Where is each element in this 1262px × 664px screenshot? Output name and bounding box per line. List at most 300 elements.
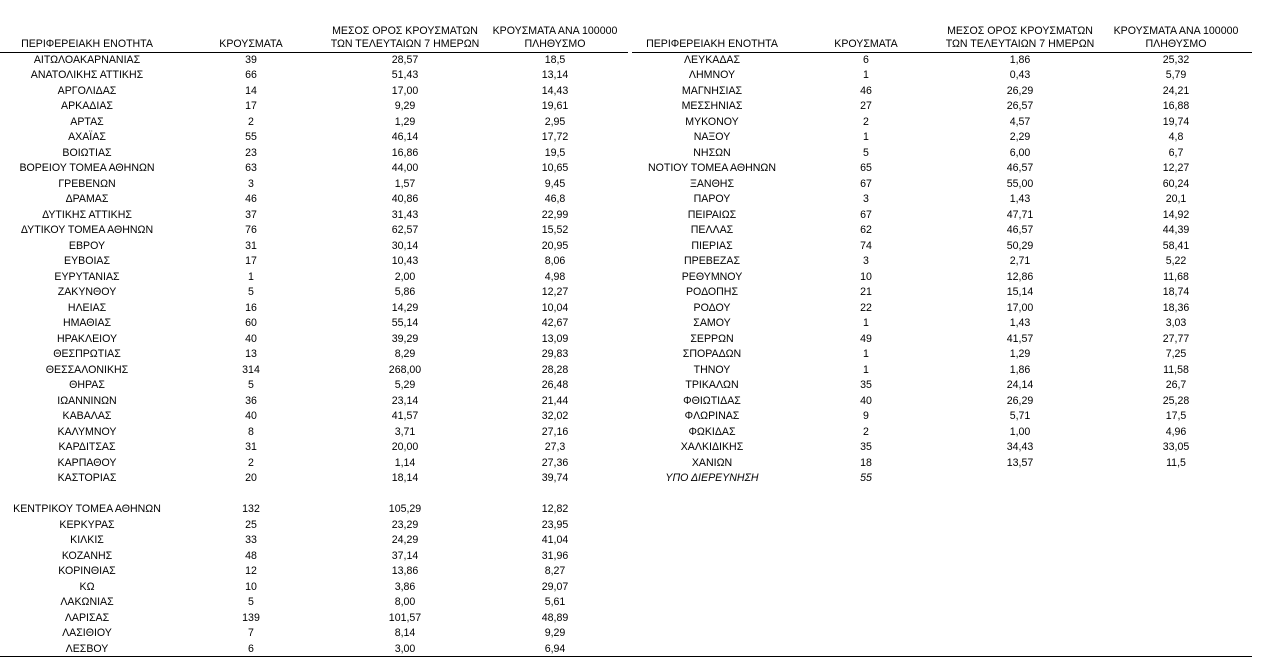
cell-avg7: 40,86 [391, 193, 419, 205]
cell-cases: 6 [863, 53, 869, 66]
cell-per100k: 18,74 [1162, 286, 1190, 298]
table-row [0, 456, 628, 472]
header-cases: ΚΡΟΥΣΜΑΤΑ [174, 0, 328, 52]
table-row [632, 223, 1252, 239]
cell-cases: 37 [245, 208, 257, 221]
table-row [0, 161, 628, 177]
cell-avg7: 101,57 [388, 611, 422, 624]
cell-avg7: 12,86 [1006, 270, 1034, 283]
cell-avg7: 46,57 [1006, 224, 1034, 236]
cell-per100k: 18,5 [544, 53, 566, 66]
cell-avg7: 1,43 [1009, 317, 1031, 329]
cell-avg7: 8,00 [394, 596, 416, 608]
cell-avg7: 44,00 [391, 162, 419, 174]
cell-per100k: 6,94 [544, 642, 566, 655]
cell-region: ΖΑΚΥΝΘΟΥ [57, 286, 117, 298]
cell-avg7: 1,29 [394, 115, 416, 128]
cell-region: ΠΑΡΟΥ [693, 193, 731, 205]
cell-region: ΛΕΣΒΟΥ [65, 642, 109, 655]
cell-per100k: 4,8 [1168, 131, 1184, 143]
table-row [632, 239, 1252, 255]
cell-region: ΛΑΚΩΝΙΑΣ [60, 596, 114, 608]
cell-per100k: 26,48 [541, 379, 569, 391]
table-row [632, 363, 1252, 379]
header-avg7-line1: ΜΕΣΟΣ ΟΡΟΣ ΚΡΟΥΣΜΑΤΩΝ [947, 24, 1093, 37]
cell-per100k: 27,3 [544, 441, 566, 453]
cell-cases: 63 [245, 162, 257, 174]
table-row [0, 208, 628, 224]
cell-cases: 6 [248, 642, 254, 655]
cell-region: ΔΥΤΙΚΗΣ ΑΤΤΙΚΗΣ [42, 208, 132, 221]
table-row [632, 146, 1252, 162]
cell-cases: 46 [245, 193, 257, 205]
cell-per100k: 8,06 [544, 255, 566, 267]
table-row [0, 192, 628, 208]
table-row [0, 642, 628, 658]
cell-per100k: 31,96 [541, 549, 569, 562]
table-row [632, 254, 1252, 270]
cell-region: ΚΩ [79, 580, 95, 593]
table-row [632, 332, 1252, 348]
cell-region: ΓΡΕΒΕΝΩΝ [58, 177, 116, 190]
cell-region: ΜΑΓΝΗΣΙΑΣ [681, 84, 743, 97]
cell-cases: 2 [863, 425, 869, 438]
cell-per100k: 14,92 [1162, 208, 1190, 221]
cell-region: ΝΗΣΩΝ [693, 146, 731, 159]
cell-per100k: 12,27 [1162, 162, 1190, 174]
cell-avg7: 46,14 [391, 131, 419, 143]
cell-cases: 5 [248, 286, 254, 298]
cell-avg7: 28,57 [391, 53, 419, 66]
cell-region: ΕΒΡΟΥ [68, 239, 106, 252]
cell-cases: 9 [863, 410, 869, 422]
cell-avg7: 1,43 [1009, 193, 1031, 205]
cell-region: ΗΜΑΘΙΑΣ [62, 317, 112, 329]
cell-avg7: 8,29 [394, 348, 416, 360]
cell-region: ΑΧΑΪΑΣ [68, 131, 106, 143]
header-per100k [1100, 0, 1252, 52]
cell-cases: 74 [860, 239, 872, 252]
table-row [0, 316, 628, 332]
cell-region: ΚΑΣΤΟΡΙΑΣ [57, 472, 117, 484]
cell-cases: 2 [863, 115, 869, 128]
cell-per100k: 25,32 [1162, 53, 1190, 66]
table-row [0, 99, 628, 115]
cell-region: ΚΟΖΑΝΗΣ [61, 549, 113, 562]
cell-cases: 31 [245, 441, 257, 453]
cell-avg7: 55,14 [391, 317, 419, 329]
header-avg7 [940, 0, 1100, 52]
cell-per100k: 46,8 [544, 193, 566, 205]
cell-avg7: 55,00 [1006, 177, 1034, 190]
header-avg7 [328, 0, 482, 52]
cell-region: ΡΕΘΥΜΝΟΥ [681, 270, 743, 283]
cell-region: ΔΡΑΜΑΣ [65, 193, 109, 205]
cell-per100k: 29,83 [541, 348, 569, 360]
right-cases-table [632, 0, 1252, 487]
cell-avg7: 23,14 [391, 394, 419, 407]
table-row [0, 363, 628, 379]
cell-per100k: 28,28 [541, 363, 569, 376]
cell-avg7: 1,29 [1009, 348, 1031, 360]
cell-avg7: 14,29 [391, 301, 419, 314]
cell-avg7: 105,29 [388, 503, 422, 515]
table-row [0, 84, 628, 100]
cell-region: ΔΥΤΙΚΟΥ ΤΟΜΕΑ ΑΘΗΝΩΝ [20, 224, 154, 236]
cell-per100k: 60,24 [1162, 177, 1190, 190]
cell-cases: 12 [245, 565, 257, 577]
cell-cases: 10 [245, 580, 257, 593]
table-row [632, 192, 1252, 208]
cell-avg7: 24,14 [1006, 379, 1034, 391]
cell-cases: 35 [860, 379, 872, 391]
cell-region: ΠΙΕΡΙΑΣ [691, 239, 733, 252]
cell-per100k: 20,95 [541, 239, 569, 252]
cell-region: ΠΕΛΛΑΣ [690, 224, 734, 236]
cell-per100k: 9,45 [544, 177, 566, 190]
cell-cases: 1 [863, 317, 869, 329]
cell-cases: 3 [863, 193, 869, 205]
table-row [0, 68, 628, 84]
cell-per100k: 10,65 [541, 162, 569, 174]
table-row [632, 115, 1252, 131]
table-row [0, 332, 628, 348]
cell-region: ΕΥΒΟΙΑΣ [64, 255, 110, 267]
header-avg7-line2: ΤΩΝ ΤΕΛΕΥΤΑΙΩΝ 7 ΗΜΕΡΩΝ [945, 37, 1095, 50]
table-row [0, 611, 628, 627]
cell-avg7: 39,29 [391, 332, 419, 345]
cell-per100k: 6,7 [1168, 146, 1184, 159]
cell-avg7: 16,86 [391, 146, 419, 159]
cell-cases: 76 [245, 224, 257, 236]
cell-cases: 5 [863, 146, 869, 159]
table-row [0, 223, 628, 239]
cell-cases: 67 [860, 208, 872, 221]
cell-per100k: 15,52 [541, 224, 569, 236]
cell-per100k: 17,72 [541, 131, 569, 143]
cell-cases: 46 [860, 84, 872, 97]
cell-region: ΧΑΝΙΩΝ [691, 456, 733, 469]
cell-avg7: 17,00 [1006, 301, 1034, 314]
cell-per100k: 32,02 [541, 410, 569, 422]
cell-region: ΘΕΣΠΡΩΤΙΑΣ [53, 348, 121, 360]
cell-avg7: 1,14 [394, 456, 416, 469]
cell-per100k: 13,14 [541, 69, 569, 81]
cell-region: ΦΛΩΡΙΝΑΣ [684, 410, 740, 422]
cell-cases: 1 [863, 131, 869, 143]
table-row [0, 440, 628, 456]
table-row [632, 347, 1252, 363]
header-per100k-line2: ΠΛΗΘΥΣΜΟ [524, 37, 586, 50]
cell-cases: 3 [863, 255, 869, 267]
table-row [632, 161, 1252, 177]
header-per100k-line2: ΠΛΗΘΥΣΜΟ [1145, 37, 1207, 50]
cell-cases: 33 [245, 534, 257, 546]
table-row [632, 52, 1252, 68]
cell-cases: 17 [245, 100, 257, 112]
cell-avg7: 62,57 [391, 224, 419, 236]
cell-avg7: 10,43 [391, 255, 419, 267]
cell-region: ΝΑΞΟΥ [693, 131, 731, 143]
header-cases: ΚΡΟΥΣΜΑΤΑ [792, 0, 940, 52]
cell-per100k: 11,68 [1163, 270, 1189, 283]
cell-per100k: 39,74 [541, 472, 569, 484]
cell-region: ΒΟΡΕΙΟΥ ΤΟΜΕΑ ΑΘΗΝΩΝ [19, 162, 155, 174]
table-row [0, 52, 628, 68]
cell-region: ΑΙΤΩΛΟΑΚΑΡΝΑΝΙΑΣ [33, 53, 141, 66]
cell-per100k: 48,89 [541, 611, 569, 624]
cell-per100k: 7,25 [1165, 348, 1187, 360]
cell-per100k [1100, 471, 1252, 487]
cell-region: ΛΕΥΚΑΔΑΣ [683, 53, 741, 66]
cell-avg7: 37,14 [391, 549, 419, 562]
table-row [632, 425, 1252, 441]
cell-per100k: 12,82 [541, 503, 569, 515]
cell-cases: 36 [245, 394, 257, 407]
cell-cases: 2 [248, 115, 254, 128]
table-row [0, 626, 628, 642]
cell-region: ΑΡΤΑΣ [70, 115, 104, 128]
cell-region: ΚΑΡΠΑΘΟΥ [57, 456, 117, 469]
cell-avg7: 4,57 [1009, 115, 1031, 128]
table-row [0, 394, 628, 410]
cell-per100k: 8,27 [544, 565, 566, 577]
cell-per100k: 29,07 [541, 580, 569, 593]
table-row [632, 316, 1252, 332]
cell-avg7: 5,29 [394, 379, 416, 391]
table-row [632, 130, 1252, 146]
cell-per100k: 27,16 [541, 425, 569, 438]
cell-avg7: 5,71 [1009, 410, 1031, 422]
cell-per100k: 33,05 [1162, 441, 1190, 453]
table-row [0, 595, 628, 611]
cell-per100k: 9,29 [544, 627, 566, 639]
cell-cases: 55 [245, 131, 257, 143]
cell-region: ΣΕΡΡΩΝ [690, 332, 734, 345]
cell-cases: 60 [245, 317, 257, 329]
cell-cases: 314 [242, 363, 260, 376]
right-table-body [632, 52, 1252, 487]
cell-per100k: 21,44 [541, 394, 569, 407]
cell-per100k: 19,5 [544, 146, 566, 159]
cell-cases: 35 [860, 441, 872, 453]
cell-per100k: 14,43 [541, 84, 569, 97]
table-row [632, 456, 1252, 472]
table-row [632, 177, 1252, 193]
cell-region: ΞΑΝΘΗΣ [689, 177, 735, 190]
cell-cases: 62 [860, 224, 872, 236]
cell-cases: 66 [245, 69, 257, 81]
table-row [632, 301, 1252, 317]
cell-avg7: 2,71 [1009, 255, 1031, 267]
cell-region: ΣΠΟΡΑΔΩΝ [682, 348, 742, 360]
cell-per100k: 3,03 [1165, 317, 1187, 329]
cell-region: ΣΑΜΟΥ [693, 317, 731, 329]
cell-avg7: 31,43 [391, 208, 419, 221]
table-row [0, 270, 628, 286]
table-row [0, 564, 628, 580]
table-row [632, 99, 1252, 115]
cell-cases: 16 [245, 301, 257, 314]
cell-avg7: 41,57 [1006, 332, 1034, 345]
cell-region: ΡΟΔΟΥ [693, 301, 731, 314]
cell-region: ΛΑΣΙΘΙΟΥ [62, 627, 112, 639]
cell-per100k: 26,7 [1165, 379, 1187, 391]
cell-per100k: 20,1 [1165, 193, 1187, 205]
cell-region: ΙΩΑΝΝΙΝΩΝ [57, 394, 117, 407]
cell-avg7: 17,00 [391, 84, 419, 97]
cell-per100k: 13,09 [541, 332, 569, 345]
cell-per100k: 4,96 [1165, 425, 1187, 438]
cell-region: ΚΕΝΤΡΙΚΟΥ ΤΟΜΕΑ ΑΘΗΝΩΝ [13, 503, 161, 515]
cell-region: ΚΑΒΑΛΑΣ [62, 410, 112, 422]
cell-cases: 1 [248, 270, 254, 283]
cell-cases: 10 [860, 270, 872, 283]
cell-per100k: 17,5 [1165, 410, 1187, 422]
cell-avg7: 18,14 [391, 472, 419, 484]
cell-avg7: 23,29 [391, 518, 419, 531]
cell-cases: 13 [245, 348, 257, 360]
cell-avg7: 5,86 [394, 286, 416, 298]
cell-per100k: 10,04 [541, 301, 569, 314]
cell-per100k: 2,95 [544, 115, 566, 128]
table-row [0, 502, 628, 518]
cell-region: ΝΟΤΙΟΥ ΤΟΜΕΑ ΑΘΗΝΩΝ [647, 162, 777, 174]
cell-per100k: 44,39 [1162, 224, 1190, 236]
cell-cases: 139 [242, 611, 260, 624]
table-row [632, 68, 1252, 84]
cell-cases: 8 [248, 425, 254, 438]
cell-cases: 2 [248, 456, 254, 469]
cell-region: ΦΘΙΩΤΙΔΑΣ [683, 394, 741, 407]
table-row [0, 347, 628, 363]
cell-avg7: 268,00 [388, 363, 422, 376]
cell-avg7: 20,00 [391, 441, 419, 453]
cell-region: ΦΩΚΙΔΑΣ [688, 425, 736, 438]
cell-region: ΧΑΛΚΙΔΙΚΗΣ [680, 441, 744, 453]
cell-region: ΒΟΙΩΤΙΑΣ [62, 146, 112, 159]
cell-per100k: 25,28 [1162, 394, 1190, 407]
cell-per100k: 22,99 [541, 208, 569, 221]
cell-per100k: 23,95 [541, 518, 569, 531]
header-avg7-line1: ΜΕΣΟΣ ΟΡΟΣ ΚΡΟΥΣΜΑΤΩΝ [332, 24, 478, 37]
cell-region: ΛΑΡΙΣΑΣ [64, 611, 110, 624]
header-per100k-line1: ΚΡΟΥΣΜΑΤΑ ΑΝΑ 100000 [492, 24, 618, 37]
cell-cases: 48 [245, 549, 257, 562]
cell-cases: 27 [860, 100, 872, 112]
cell-avg7: 46,57 [1006, 162, 1034, 174]
header-per100k-line1: ΚΡΟΥΣΜΑΤΑ ΑΝΑ 100000 [1113, 24, 1239, 37]
cell-cases: 1 [863, 348, 869, 360]
under-investigation-row [632, 471, 1252, 487]
cell-region: ΠΕΙΡΑΙΩΣ [687, 208, 737, 221]
cell-region: ΑΡΓΟΛΙΔΑΣ [57, 84, 117, 97]
under-investigation-cases: 55 [860, 472, 872, 484]
cell-cases: 67 [860, 177, 872, 190]
cell-avg7: 9,29 [394, 100, 416, 112]
cell-avg7: 26,29 [1006, 84, 1034, 97]
spacer-cell [0, 487, 628, 503]
cell-cases: 21 [860, 286, 872, 298]
table-row [0, 285, 628, 301]
table-row [0, 549, 628, 565]
table-row [632, 409, 1252, 425]
cell-avg7: 1,00 [1009, 425, 1031, 438]
cell-cases: 22 [860, 301, 872, 314]
cell-region: ΚΑΡΔΙΤΣΑΣ [58, 441, 116, 453]
cell-region: ΛΗΜΝΟΥ [688, 69, 736, 81]
cell-cases: 132 [242, 503, 260, 515]
cell-region: ΚΕΡΚΥΡΑΣ [59, 518, 115, 531]
table-row [0, 130, 628, 146]
cell-avg7: 51,43 [391, 69, 419, 81]
cell-per100k: 27,77 [1162, 332, 1190, 345]
cell-avg7: 50,29 [1006, 239, 1034, 252]
cell-per100k: 27,36 [541, 456, 569, 469]
cell-region: ΤΗΝΟΥ [693, 363, 731, 376]
cell-avg7: 26,57 [1006, 100, 1034, 112]
cell-cases: 20 [245, 472, 257, 484]
cell-cases: 31 [245, 239, 257, 252]
table-row [632, 270, 1252, 286]
table-row [0, 518, 628, 534]
table-row [0, 254, 628, 270]
cell-avg7: 3,71 [394, 425, 416, 438]
cell-avg7: 3,86 [394, 580, 416, 593]
cell-cases: 5 [248, 379, 254, 391]
cell-per100k: 19,74 [1162, 115, 1190, 128]
cell-cases: 25 [245, 518, 257, 531]
cell-per100k: 5,22 [1165, 255, 1187, 267]
cell-per100k: 18,36 [1162, 301, 1190, 314]
cell-region: ΘΕΣΣΑΛΟΝΙΚΗΣ [45, 363, 129, 376]
cell-per100k: 5,61 [544, 596, 566, 608]
cell-cases: 65 [860, 162, 872, 174]
table-row [0, 177, 628, 193]
cell-region: ΜΕΣΣΗΝΙΑΣ [681, 100, 743, 112]
cell-cases: 7 [248, 627, 254, 639]
cell-avg7 [940, 471, 1100, 487]
cell-per100k: 16,88 [1162, 100, 1190, 112]
cell-avg7: 3,00 [394, 642, 416, 655]
table-row [632, 208, 1252, 224]
header-region: ΠΕΡΙΦΕΡΕΙΑΚΗ ΕΝΟΤΗΤΑ [632, 0, 792, 52]
cell-avg7: 6,00 [1009, 146, 1031, 159]
cell-cases: 1 [863, 363, 869, 376]
table-row [0, 301, 628, 317]
cell-cases: 40 [860, 394, 872, 407]
cell-per100k: 12,27 [541, 286, 569, 298]
cell-per100k: 4,98 [544, 270, 566, 283]
cell-per100k: 11,5 [1166, 456, 1186, 469]
cell-region: ΡΟΔΟΠΗΣ [685, 286, 739, 298]
table-row [0, 115, 628, 131]
table-row [0, 533, 628, 549]
cell-cases: 40 [245, 410, 257, 422]
bottom-divider [0, 656, 1252, 657]
cell-avg7: 30,14 [391, 239, 419, 252]
header-region: ΠΕΡΙΦΕΡΕΙΑΚΗ ΕΝΟΤΗΤΑ [0, 0, 174, 52]
cell-avg7: 15,14 [1006, 286, 1034, 298]
cell-per100k: 11,58 [1163, 363, 1189, 376]
cell-cases: 14 [245, 84, 257, 97]
cell-cases: 1 [863, 69, 869, 81]
cell-avg7: 41,57 [391, 410, 419, 422]
table-row [0, 378, 628, 394]
cell-region: ΗΡΑΚΛΕΙΟΥ [56, 332, 118, 345]
cell-cases: 39 [245, 53, 257, 66]
cell-avg7: 2,29 [1009, 131, 1031, 143]
